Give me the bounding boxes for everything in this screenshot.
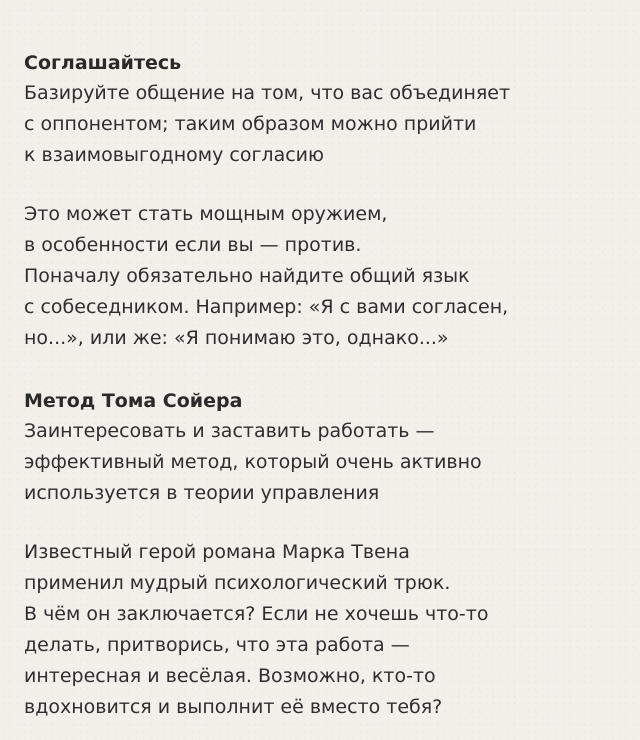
section-heading: Метод Тома Сойера <box>24 390 243 412</box>
section-agree <box>24 48 616 354</box>
text-line: с собеседником. Например: «Я с вами согласен, <box>24 296 509 318</box>
text-line: делать, притворись, что эта работа — <box>24 634 410 656</box>
paragraph-gap <box>24 509 616 537</box>
text-line: вдохновится и выполнит её вместо тебя? <box>24 696 443 718</box>
text-line: Поначалу обязательно найдите общий язык <box>24 265 470 287</box>
text-line: эффективный метод, который очень активно <box>24 451 482 473</box>
text-line: применил мудрый психологический трюк. <box>24 572 451 594</box>
paragraph <box>24 537 616 723</box>
text-line: интересная и весёлая. Возможно, кто-то <box>24 665 436 687</box>
text-line: но...», или же: «Я понимаю это, однако...» <box>24 327 449 349</box>
section-tom-sawyer <box>24 386 616 723</box>
text-line: с оппонентом; таким образом можно прийти <box>24 113 477 135</box>
paragraph-gap <box>24 171 616 199</box>
paragraph <box>24 416 616 509</box>
section-gap <box>24 354 616 386</box>
paragraph <box>24 78 616 171</box>
text-line: Известный герой романа Марка Твена <box>24 541 410 563</box>
text-line: к взаимовыгодному согласию <box>24 144 325 166</box>
text-line: Заинтересовать и заставить работать — <box>24 420 435 442</box>
text-line: в особенности если вы — против. <box>24 234 362 256</box>
section-heading: Соглашайтесь <box>24 52 182 74</box>
text-line: Базируйте общение на том, что вас объединяет <box>24 82 511 104</box>
text-line: В чём он заключается? Если не хочешь что-то <box>24 603 489 625</box>
paragraph <box>24 199 616 354</box>
text-line: Это может стать мощным оружием, <box>24 203 388 225</box>
text-line: используется в теории управления <box>24 482 380 504</box>
